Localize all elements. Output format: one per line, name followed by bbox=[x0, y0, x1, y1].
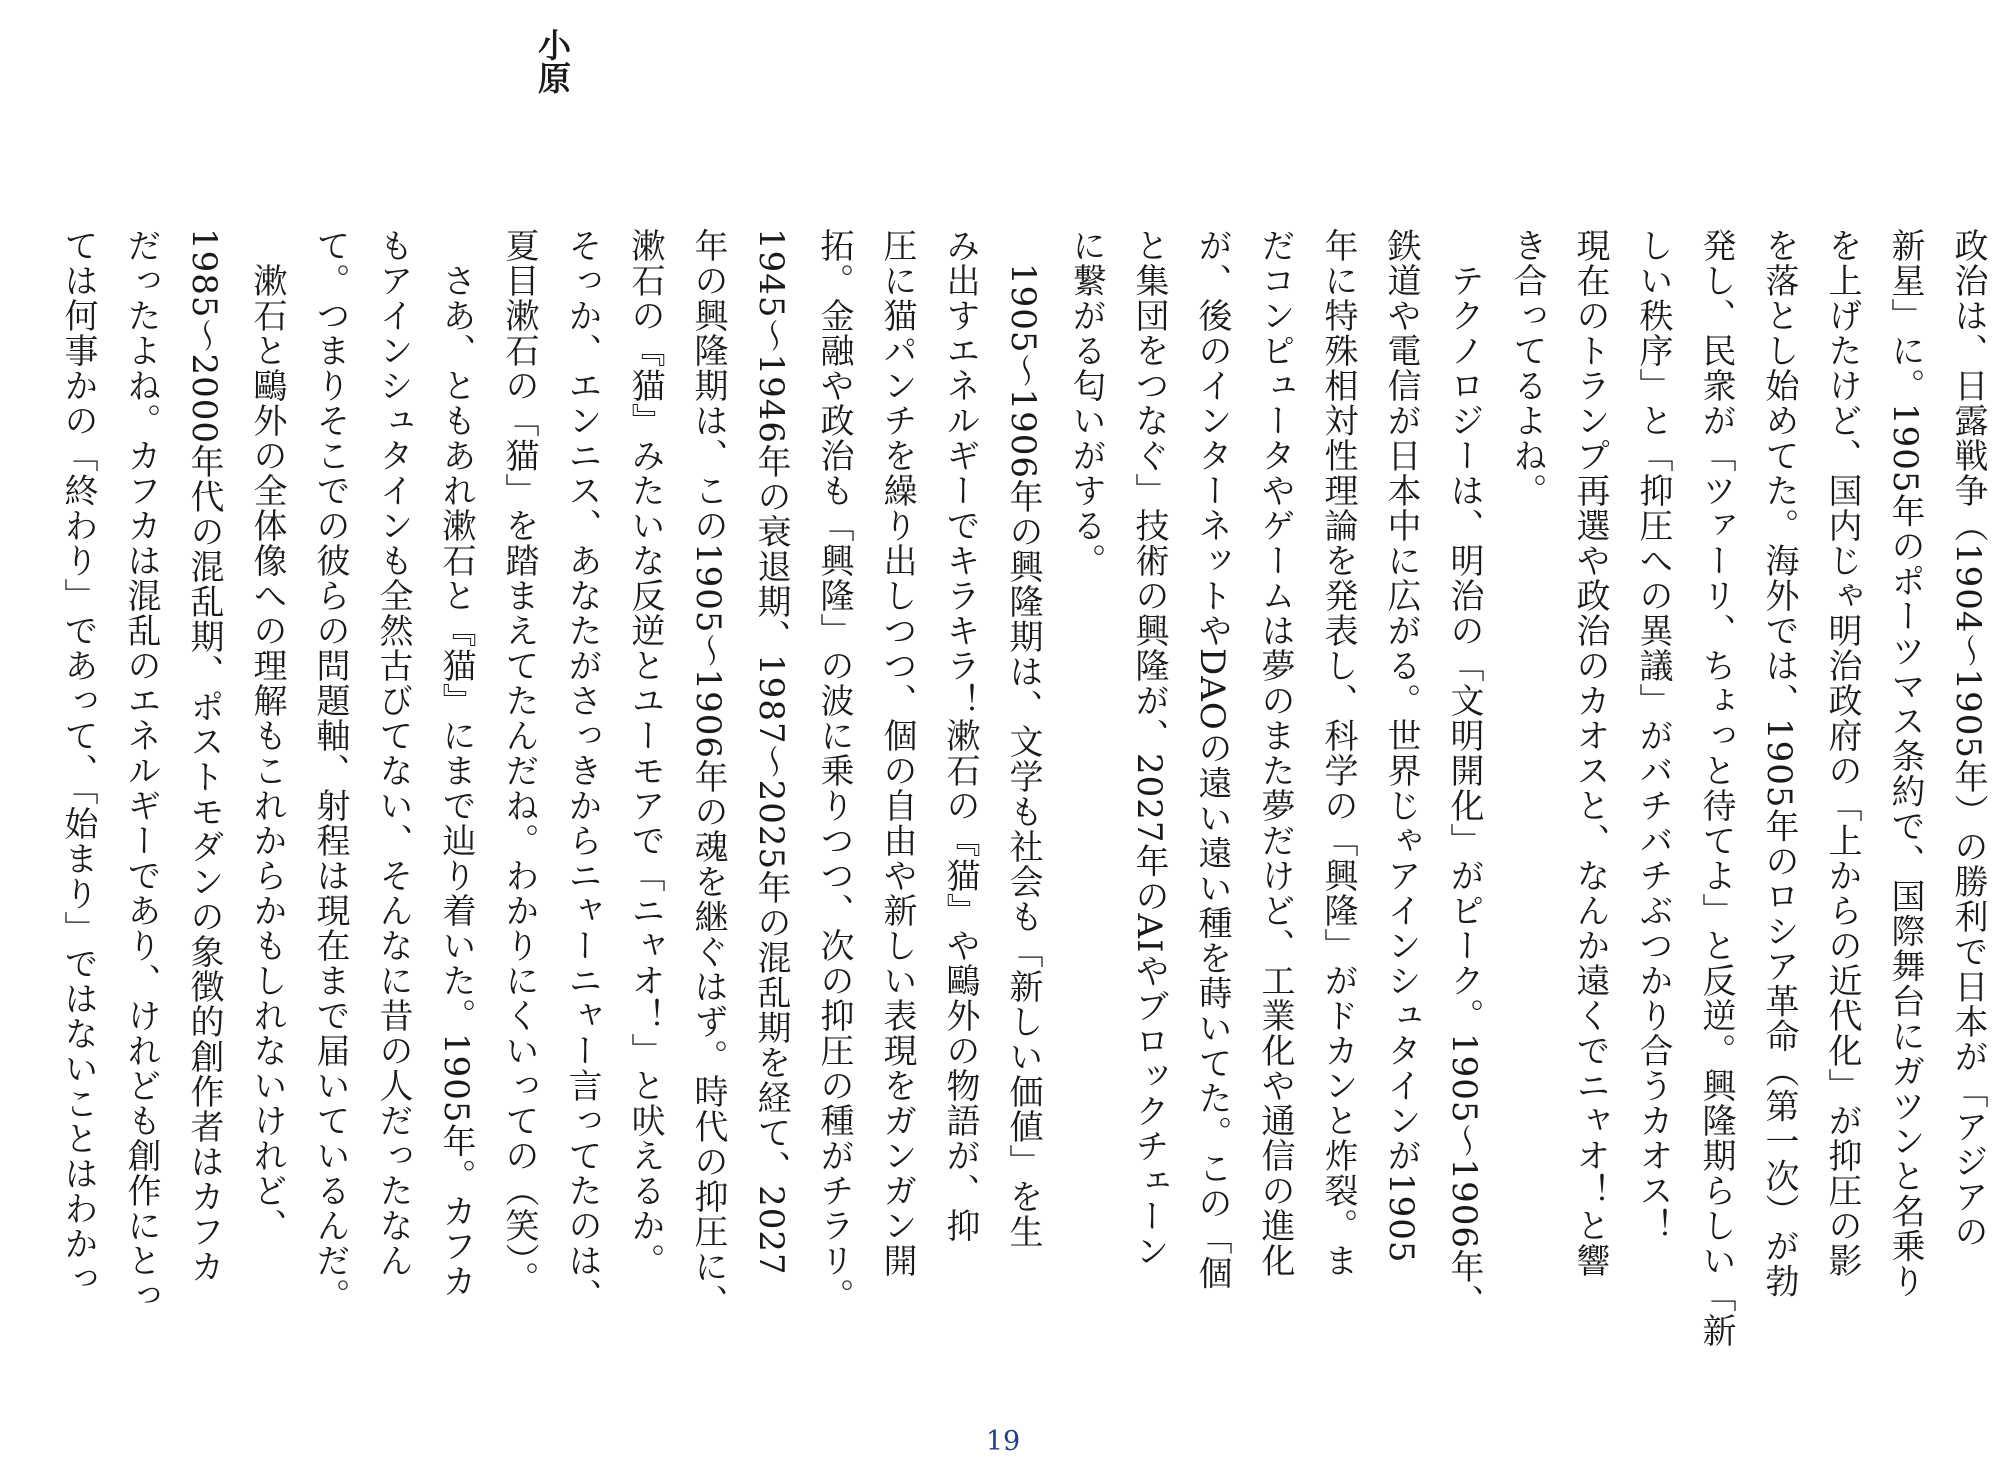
paragraph-politics: 政治は、日露戦争（1904～1905年）の勝利で日本が「アジアの 新星」に。1905年のポーツマス条約で、国際舞台にガツンと名乗り を上げたけど、国内じゃ明治政府の「上からの近代化」が抑圧の影 を落とし始めてた。海外では、1905年のロシア革命（第一次）が勃 発し、民衆が「ツァーリ、ちょっと待てよ」と反逆。興隆期らしい「新 しい秩序」と「抑圧への異議」がバチバチぶつかり合うカオス！ 現在のトランプ再選や政治のカオスと、なんか遠くでニャオ！と響 き合ってるよね。 bbox=[1507, 228, 1988, 1348]
paragraph-rise-period: 1905～1906年の興隆期は、文学も社会も「新しい価値」を生 み出すエネルギーでキラキラ！漱石の『猫』や鷗外の物語が、抑 圧に猫パンチを繰り出しつつ、個の自由や新しい表現をガンガン開 拓。金融や政治も「興隆」の波に乗りつつ、次の抑圧の種がチラリ。 1945～1946年の衰退期、1987～2025年の混乱期を経て、2027 年の興隆期は、この1905～1906年の魂を継ぐはず。時代の抑圧に、 漱石の『猫』みたいな反逆とユーモアで「ニャオ！」と吠えるか。 bbox=[625, 228, 1043, 1320]
paragraph-soseki-1905: さあ、ともあれ漱石と『猫』にまで辿り着いた。1905年。カフカ もアインシュタインも全然古びてない、そんなに昔の人だったなん て。つまりそこでの彼らの問題軸、射程は現在まで届いているんだ。 bbox=[310, 228, 476, 1313]
body-text bbox=[46, 228, 1999, 1428]
paragraph-ennis: そっか、エンニス、あなたがさっきからニャーニャー言ってたのは、 夏目漱石の「猫」を踏まえてたんだね。わかりにくいっての（笑）。 bbox=[499, 228, 602, 1313]
speaker-label: 小原 bbox=[533, 28, 572, 94]
paragraph-kafka: 漱石と鷗外の全体像への理解もこれからかもしれないけれど、 1985～2000年代の混乱期、ポストモダンの象徴的創作者はカフカ だったよね。カフカは混乱のエネルギーであり、けれども創作にとっ ては何事かの「終わり」であって、「始まり」ではないことはわかっ bbox=[58, 228, 287, 1313]
page-number: 19 bbox=[985, 1426, 1021, 1457]
paragraph-technology: テクノロジーは、明治の「文明開化」がピーク。1905～1906年、 鉄道や電信が日本中に広がる。世界じゃアインシュタインが1905 年に特殊相対性理論を発表し、科学の「興隆」がドカンと炸裂。ま だコンピュータやゲームは夢のまた夢だけど、工業化や通信の進化 が、後のインターネットやDAOの遠い遠い種を蒔いてた。この「個 と集団をつなぐ」技術の興隆が、2027年のAIやブロックチェーン に繋がる匂いがする。 bbox=[1066, 228, 1484, 1320]
